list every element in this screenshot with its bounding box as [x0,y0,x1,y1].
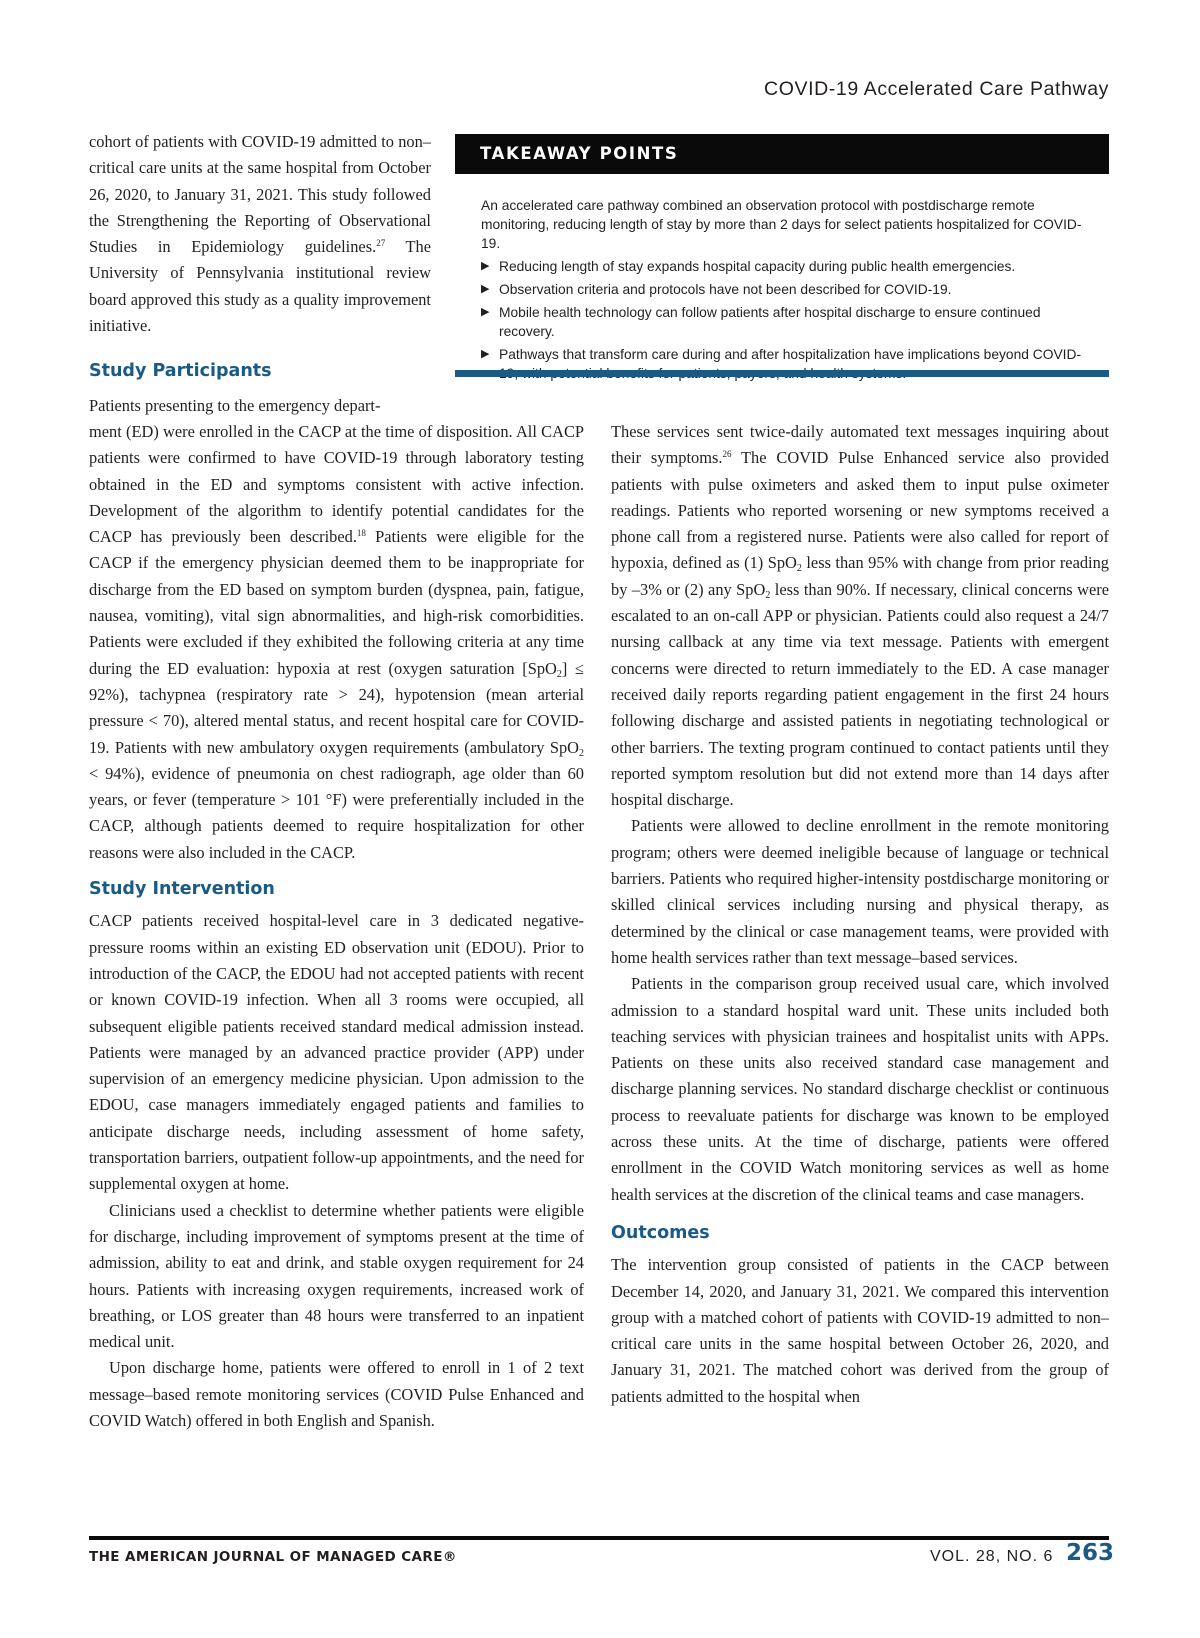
participants-paragraph: ment (ED) were enrolled in the CACP at the time of disposition. All CACP patients were confirmed to have COVID-19 through laboratory testing obtained in the ED and symptoms consistent with active infection. Development of the algorithm to identify potential candidates for the CACP has previously been described.$^{18}$ Patients were eligible for the CACP if the emergency physician deemed them to be inappropriate for discharge from the ED based on symptom burden (dyspnea, pain, fatigue, nausea, vomiting), vital sign abnormalities, and high-risk comorbidities. Patients were excluded if they exhibited the following criteria at any time during the ED evaluation: hypoxia at rest (oxygen saturation [SpO$_2$] ≤ 92%), tachypnea (respiratory rate > 24), hypotension (mean arterial pressure < 70), altered mental status, and recent hospital care for COVID-19. Patients with new ambulatory oxygen requirements (ambulatory SpO$_2$ < 94%), evidence of pneumonia on chest radiograph, age older than 60 years, or fever (temperature > 101 °F) were preferentially included in the CACP, although patients deemed to require hospitalization for other reasons were also included in the CACP. [89,422,584,862]
section-heading-study-participants: Study Participants [89,361,272,381]
intro-text: cohort of patients with COVID-19 admitted to non–critical care units at the same hospital from October 26, 2020, to January 31, 2021. This study followed the Strengthening the Reporting of Observational Studies in Epidemiology guidelines. [89,132,431,257]
intervention-paragraph: Clinicians used a checklist to determine whether patients were eligible for discharge, including improvement of symptoms present at the time of admission, ability to eat and drink, and stable oxygen requirement for 24 hours. Patients with increasing oxygen requirements, increased work of breathing, or LOS greater than 48 hours were transferred to an inpatient medical unit. [89,1200,584,1352]
outcomes-paragraph: The intervention group consisted of patients in the CACP between December 14, 2020, and January 31, 2021. We compared this intervention group with a matched cohort of patients with COVID-19 admitted to non–critical care units in the same hospital between October 26, 2020, and January 31, 2021. The matched cohort was derived from the group of patients admitted to the hospital when [611,1255,1109,1406]
takeaway-title: TAKEAWAY POINTS [480,144,679,163]
enrollment-paragraph: Patients were allowed to decline enrollment in the remote monitoring program; others were deemed ineligible because of language or technical barriers. Patients who required higher-intensity postdischarge monitoring or skilled clinical services including nursing and physical therapy, as determined by the clinical or case management teams, were provided with home health services rather than text message–based services. [611,816,1109,967]
takeaway-bottom-rule [455,370,1109,377]
takeaway-summary: An accelerated care pathway combined an observation protocol with postdischarge remote monitoring, reducing length of stay by more than 2 days for select patients hospitalized for COVID-19. [481,198,1082,251]
running-title: COVID-19 Accelerated Care Pathway [764,78,1109,100]
issue-number: VOL. 28, NO. 6 [930,1548,1054,1565]
takeaway-point: ▶ Mobile health technology can follow patients after hospital discharge to ensure continued recovery. [481,305,1041,339]
participants-lead-line: Patients presenting to the emergency depart- [89,396,381,415]
triangle-bullet-icon: ▶ [481,260,490,272]
footer-rule [89,1536,1109,1540]
reference-marker: 26 [722,449,732,460]
takeaway-point: ▶ Reducing length of stay expands hospital capacity during public health emergencies. [481,259,1016,274]
triangle-bullet-icon: ▶ [481,283,490,295]
takeaway-header-bar [455,134,1109,174]
takeaway-body [481,196,1089,387]
intervention-paragraph: Upon discharge home, patients were offered to enroll in 1 of 2 text message–based remote monitoring services (COVID Pulse Enhanced and COVID Watch) offered in both English and Spanish. [89,1358,584,1430]
journal-name: THE AMERICAN JOURNAL OF MANAGED CARE® [89,1549,457,1565]
monitoring-paragraph: These services sent twice-daily automated text messages inquiring about their symptoms.$^{26}$ The COVID Pulse Enhanced service also provided patients with pulse oximeters and asked them to input pulse oximeter readings. Patients who reported worsening or new symptoms received a phone call from a registered nurse. Patients were also called for report of hypoxia, defined as (1) SpO$_2$ less than 95% with change from prior reading by –3% or (2) any SpO$_2$ less than 90%. If necessary, clinical concerns were escalated to an on-call APP or physician. Patients could also request a 24/7 nursing callback at any time via text message. Patients with emergent concerns were directed to return immediately to the ED. A case manager received daily reports regarding patient engagement in the first 24 hours following discharge and assisted patients in negotiating technological or other barriers. The texting program continued to contact patients until they reported symptom resolution but did not extend more than 14 days after hospital discharge. [611,422,1109,810]
left-column [89,419,584,1434]
section-heading-study-intervention: Study Intervention [89,879,275,900]
takeaway-point: ▶ Pathways that transform care during and after hospitalization have implications beyond COVID- [481,347,1082,362]
right-column [611,419,1109,1410]
takeaway-points-list [481,257,1089,383]
takeaway-point: ▶ Observation criteria and protocols have not been described for COVID-19. [481,282,952,297]
triangle-bullet-icon: ▶ [481,348,490,360]
intro-text-after: The University of Pennsylvania institutional review board approved this study as a quality improvement initiative. [89,237,431,336]
comparison-paragraph: Patients in the comparison group received usual care, which involved admission to a standard hospital ward unit. These units included both teaching services with physician trainees and hospitalist units with APPs. Patients on these units also received standard case management and discharge planning services. No standard discharge checklist or continuous process to reevaluate patients for discharge was known to be employed across these units. At the time of discharge, patients were offered enrollment in the COVID Watch monitoring services as well as home health services at the discretion of the clinical teams and case managers. [611,974,1109,1204]
reference-marker: 27 [376,238,386,249]
reference-marker: 18 [356,528,366,539]
intervention-paragraph: CACP patients received hospital-level care in 3 dedicated negative-pressure rooms within an existing ED observation unit (EDOU). Prior to introduction of the CACP, the EDOU had not accepted patients with recent or known COVID-19 infection. When all 3 rooms were occupied, all subsequent eligible patients received standard medical admission instead. Patients were managed by an advanced practice provider (APP) under supervision of an emergency medicine physician. Upon admission to the EDOU, case managers immediately engaged patients and families to anticipate discharge needs, including assessment of home safety, transportation barriers, outpatient follow-up appointments, and the need for supplemental oxygen at home. [89,911,584,1194]
section-heading-outcomes: Outcomes [611,1222,710,1243]
intro-paragraph [89,129,431,339]
triangle-bullet-icon: ▶ [481,306,490,318]
page-number: 263 [1066,1540,1115,1566]
